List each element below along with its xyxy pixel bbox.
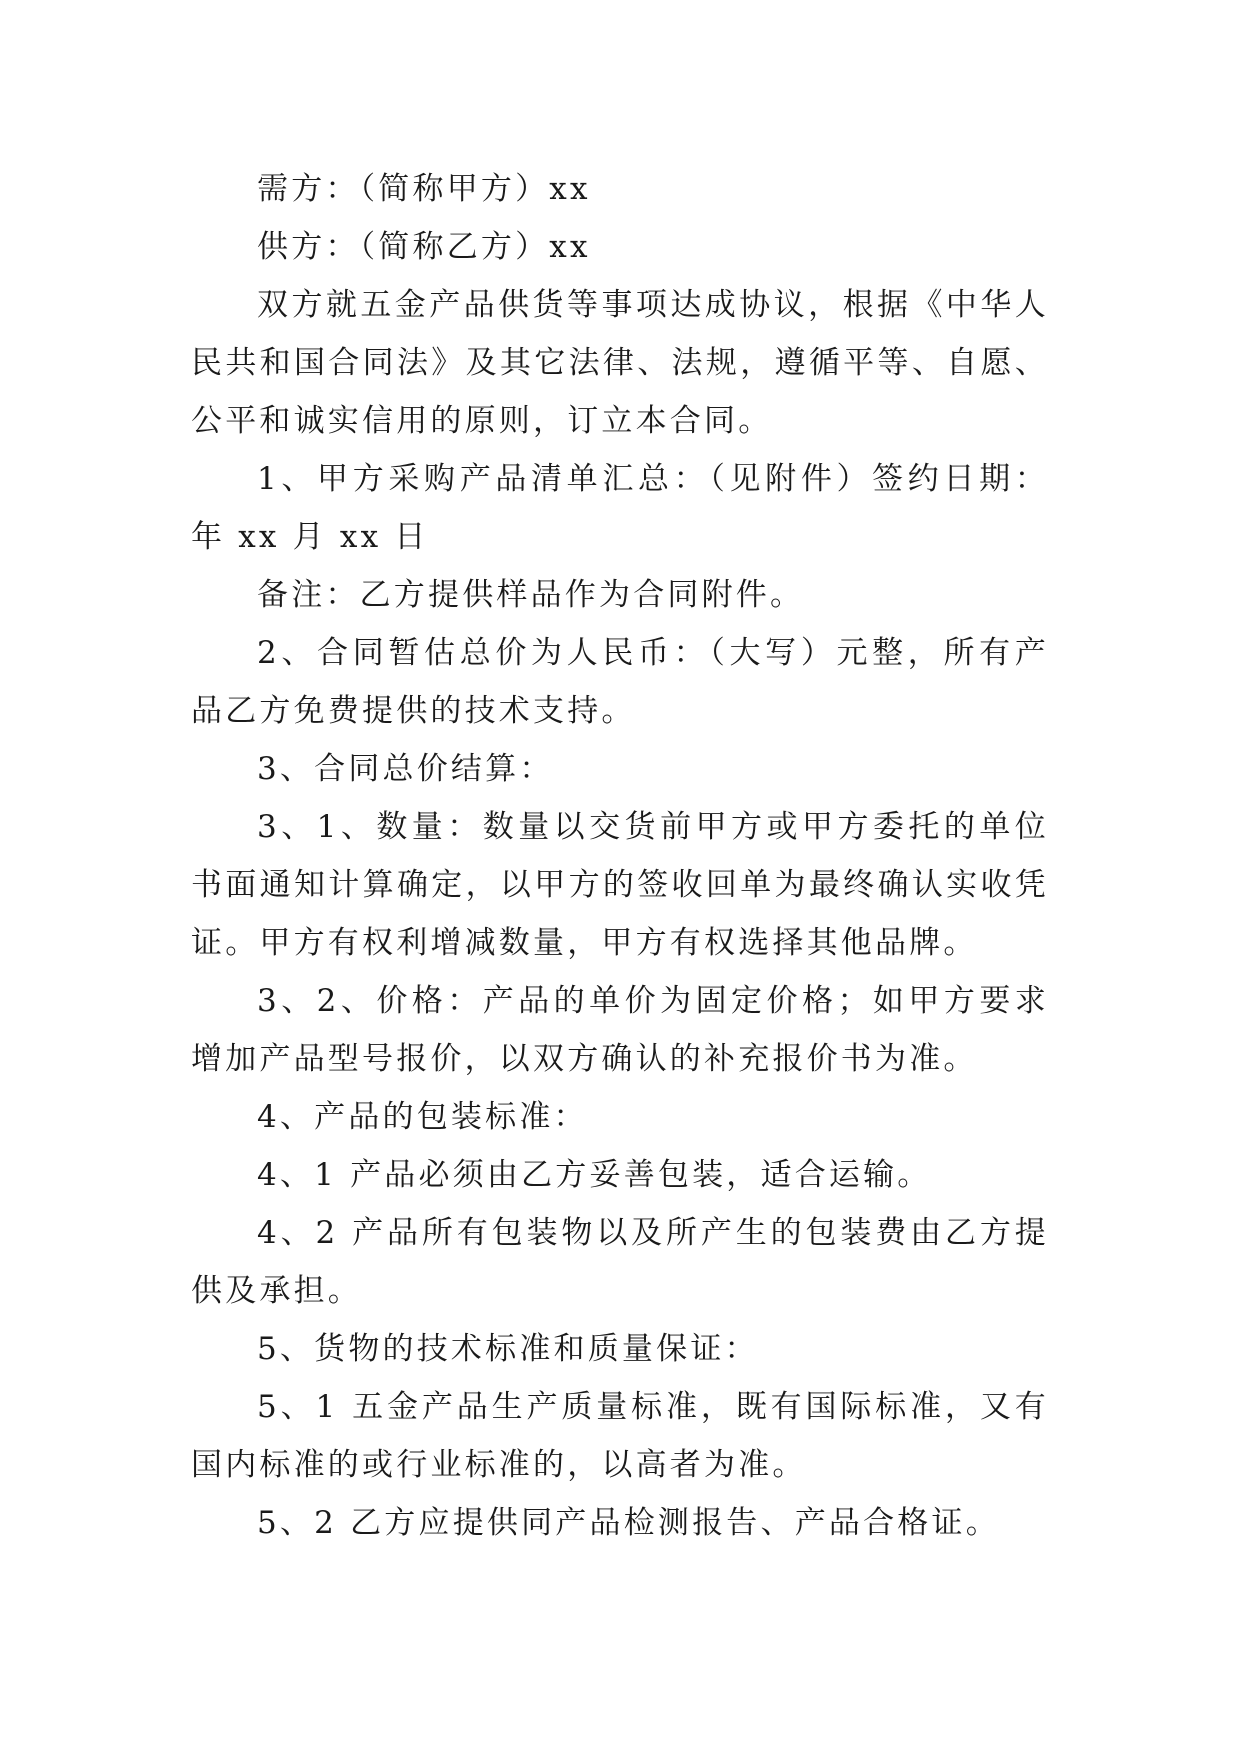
clause-3-1: 3、1、数量：数量以交货前甲方或甲方委托的单位书面通知计算确定，以甲方的签收回单为最终确认实收凭证。甲方有权利增减数量，甲方有权选择其他品牌。: [191, 809, 1049, 961]
preamble-paragraph: 双方就五金产品供货等事项达成协议，根据《中华人民共和国合同法》及其它法律、法规，遵循平等、自愿、公平和诚实信用的原则，订立本合同。: [191, 287, 1049, 439]
clause-5-heading: 5、货物的技术标准和质量保证：: [257, 1331, 759, 1367]
clause-4-heading: 4、产品的包装标准：: [257, 1099, 588, 1135]
clause-1: 1、甲方采购产品清单汇总：（见附件）签约日期：年 xx 月 xx 日: [191, 461, 1049, 555]
clause-5-1: 5、1 五金产品生产质量标准，既有国际标准，又有国内标准的或行业标准的，以高者为准。: [191, 1389, 1049, 1483]
clause-4-2: 4、2 产品所有包装物以及所产生的包装费由乙方提供及承担。: [191, 1215, 1049, 1309]
party-buyer: 需方：（简称甲方）xx: [257, 171, 591, 207]
clause-5-2: 5、2 乙方应提供同产品检测报告、产品合格证。: [257, 1505, 1000, 1541]
clause-2: 2、合同暂估总价为人民币：（大写）元整，所有产品乙方免费提供的技术支持。: [191, 635, 1049, 729]
party-supplier: 供方：（简称乙方）xx: [257, 229, 591, 265]
clause-3-2: 3、2、价格：产品的单价为固定价格；如甲方要求增加产品型号报价，以双方确认的补充报价书为准。: [191, 983, 1049, 1077]
clause-note: 备注：乙方提供样品作为合同附件。: [257, 577, 805, 613]
clause-3-heading: 3、合同总价结算：: [257, 751, 554, 787]
clause-4-1: 4、1 产品必须由乙方妥善包装，适合运输。: [257, 1157, 932, 1193]
contract-body: [191, 160, 1049, 1552]
